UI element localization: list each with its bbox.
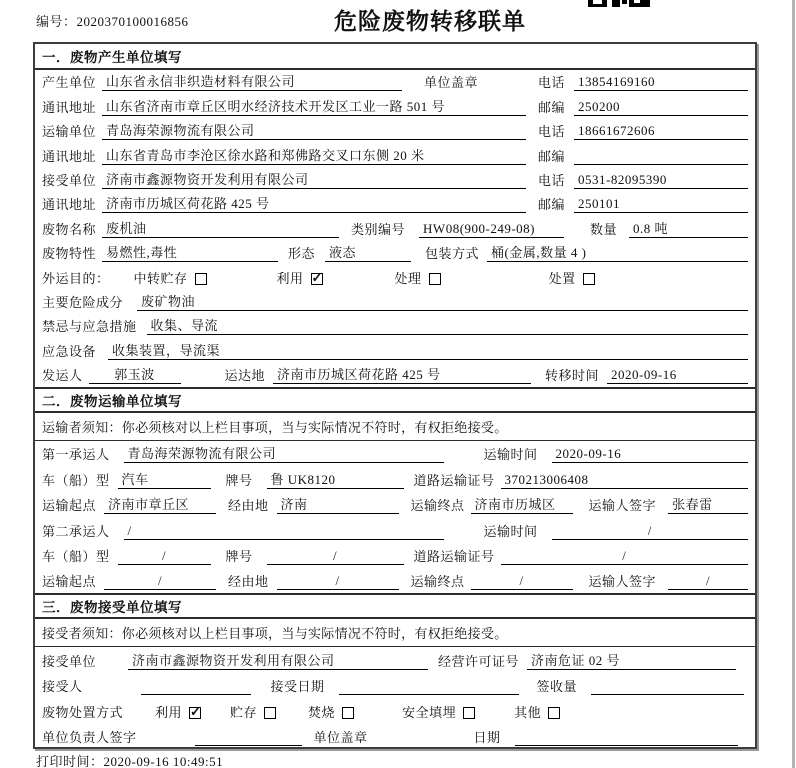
section3-header: 三．废物接受单位填写: [35, 593, 755, 619]
main-hazard-label: 主要危险成分: [42, 294, 124, 310]
purpose-option-utilize: [277, 271, 323, 287]
disposal-option-storage: [230, 705, 276, 721]
section2-header: 二．废物运输单位填写: [35, 387, 755, 413]
responsible-signature-row: [35, 724, 755, 749]
serial-value: 2020370100016856: [76, 14, 189, 29]
transport-origin-label: 运输起点: [42, 574, 97, 590]
road-permit-label: 道路运输证号: [413, 549, 495, 565]
address-field: 济南市历城区荷花路 425 号: [102, 196, 526, 213]
transport-time-field: /: [552, 523, 748, 540]
unit-seal-label: 单位盖章: [424, 75, 479, 91]
quantity-label: 数量: [590, 221, 618, 237]
packing-label: 包装方式: [425, 246, 480, 262]
accept-date-field: [339, 678, 519, 695]
packing-field: 桶(金属,数量 4 ): [487, 245, 748, 262]
address-field: 山东省青岛市李沧区徐水路和郑佛路交叉口东侧 20 米: [102, 148, 526, 165]
first-carrier-field: 青岛海荣源物流有限公司: [124, 446, 444, 463]
checkbox-label: 中转贮存: [133, 270, 188, 286]
transport-end-field: 济南市历城区: [471, 497, 573, 514]
plate-number-field: 鲁 UK8120: [267, 472, 404, 489]
address-label: 通讯地址: [42, 99, 97, 115]
phone-field: 18661672606: [574, 123, 748, 140]
disposal-method-label: 废物处置方式: [42, 704, 124, 720]
purpose-option-dispose: [549, 271, 595, 287]
main-hazard-field: 废矿物油: [137, 294, 748, 311]
phone-label: 电话: [538, 124, 566, 140]
shipper-label: 发运人: [42, 368, 83, 384]
serial-number: [36, 11, 189, 30]
road-permit-field: 370213006408: [501, 472, 748, 489]
first-carrier-label: 第一承运人: [42, 447, 110, 463]
print-time-value: 2020-09-16 10:49:51: [103, 754, 224, 768]
checkbox-label: 焚烧: [308, 704, 336, 720]
transport-origin-label: 运输起点: [42, 498, 97, 514]
print-time: [36, 751, 223, 768]
acceptor-label: 接受人: [42, 679, 83, 695]
postcode-label: 邮编: [538, 148, 566, 164]
transfer-form: [33, 42, 757, 749]
transport-time-label: 运输时间: [483, 447, 538, 463]
page-edge-line: [792, 0, 795, 768]
checkbox-icon: [311, 273, 323, 285]
address-label: 通讯地址: [42, 197, 97, 213]
checkbox-label: 安全填埋: [402, 704, 457, 720]
emergency-equipment-field: 收集装置，导流渠: [108, 343, 748, 360]
taboo-measures-row: [35, 314, 755, 338]
sign-quantity-label: 签收量: [536, 679, 578, 695]
route2-row: [35, 568, 755, 593]
postcode-label: 邮编: [538, 99, 566, 115]
qr-code-partial-icon: [588, 0, 650, 8]
purpose-option-transfer-storage: [134, 271, 207, 287]
second-carrier-label: 第二承运人: [42, 523, 110, 539]
disposal-method-row: [35, 698, 755, 723]
receive-unit-field: 济南市鑫源物资开发利用有限公司: [128, 653, 428, 670]
transporter-address-row: [35, 143, 755, 167]
plate-number-field: /: [267, 548, 404, 565]
postcode-field: [574, 148, 748, 165]
checkbox-icon: [264, 707, 276, 719]
purpose-option-treat: [395, 271, 441, 287]
transporter-notice: 运输者须知：你必须核对以上栏目事项，当与实际情况不符时，有权拒绝接受。: [35, 413, 755, 441]
destination-label: 运达地: [224, 368, 266, 384]
transporter-signature-label: 运输人签字: [588, 498, 657, 514]
receive-unit-row: [35, 168, 755, 192]
waste-traits-field: 易燃性,毒性: [102, 245, 278, 262]
vehicle-row: [35, 466, 755, 491]
vehicle-type-field: 汽车: [118, 472, 211, 489]
disposal-option-other: [514, 705, 560, 721]
phone-field: 13854169160: [574, 74, 748, 91]
transport-end-label: 运输终点: [410, 498, 465, 514]
shipper-field: 郭玉波: [89, 367, 181, 384]
taboo-measures-label: 禁忌与应急措施: [42, 319, 137, 335]
transport-unit-label: 运输单位: [42, 124, 97, 140]
waste-name-field: 废机油: [102, 221, 339, 238]
acceptor-field: [141, 678, 251, 695]
transfer-time-field: 2020-09-16: [607, 367, 748, 384]
address-label: 通讯地址: [42, 148, 97, 164]
transporter-signature-field: /: [668, 573, 748, 590]
checkbox-icon: [548, 707, 560, 719]
producer-unit-row: [35, 70, 755, 94]
via-place-label: 经由地: [228, 574, 269, 590]
unit-seal-label: 单位盖章: [313, 729, 368, 745]
transporter-signature-field: 张春雷: [668, 497, 748, 514]
accept-date-label: 接受日期: [270, 679, 325, 695]
second-carrier-row: [35, 517, 755, 542]
acceptor-row: [35, 673, 755, 698]
transport-time-field: 2020-09-16: [552, 446, 748, 463]
via-place-field: /: [277, 573, 399, 590]
receiver-notice: 接受者须知：你必须核对以上栏目事项，当与实际情况不符时，有权拒绝接受。: [35, 619, 755, 647]
producer-unit-field: 山东省永信非织造材料有限公司: [102, 74, 402, 91]
checkbox-icon: [463, 707, 475, 719]
date-field: [515, 729, 738, 746]
responsible-signature-field: [195, 729, 302, 746]
taboo-measures-field: 收集、导流: [147, 318, 748, 335]
postcode-field: 250101: [574, 196, 748, 213]
waste-traits-row: [35, 241, 755, 265]
vehicle-type-label: 车（船）型: [42, 549, 110, 565]
second-carrier-field: /: [124, 523, 444, 540]
transport-unit-row: [35, 119, 755, 143]
address-field: 山东省济南市章丘区明水经济技术开发区工业一路 501 号: [102, 99, 526, 116]
sign-quantity-field: [591, 678, 744, 695]
date-label: 日期: [473, 729, 501, 745]
physical-form-label: 形态: [288, 246, 316, 262]
receive-unit-label: 接受单位: [42, 172, 97, 188]
main-hazard-row: [35, 290, 755, 314]
transport-unit-field: 青岛海荣源物流有限公司: [102, 123, 526, 140]
checkbox-icon: [342, 707, 354, 719]
producer-unit-label: 产生单位: [42, 75, 97, 91]
via-place-field: 济南: [277, 497, 399, 514]
shipper-row: [35, 363, 755, 387]
serial-label: 编号：: [36, 14, 77, 29]
receive-unit-label: 接受单位: [42, 653, 97, 669]
outbound-purpose-row: [35, 265, 755, 289]
receive-unit-row2: [35, 647, 755, 672]
waste-traits-label: 废物特性: [42, 246, 97, 262]
transport-origin-field: 济南市章丘区: [104, 497, 216, 514]
route-row: [35, 492, 755, 517]
destination-field: 济南市历城区荷花路 425 号: [273, 367, 531, 384]
vehicle-type-field: /: [118, 548, 211, 565]
postcode-field: 250200: [574, 99, 748, 116]
transport-time-label: 运输时间: [483, 523, 538, 539]
quantity-field: 0.8 吨: [629, 221, 748, 238]
receive-unit-field: 济南市鑫源物资开发利用有限公司: [102, 172, 526, 189]
vehicle-type-label: 车（船）型: [42, 472, 110, 488]
checkbox-label: 贮存: [230, 704, 258, 720]
disposal-option-incinerate: [308, 705, 354, 721]
checkbox-icon: [195, 273, 207, 285]
transport-end-label: 运输终点: [410, 574, 465, 590]
road-permit-field: /: [501, 548, 748, 565]
category-code-label: 类别编号: [351, 221, 406, 237]
postcode-label: 邮编: [538, 197, 566, 213]
responsible-signature-label: 单位负责人签字: [42, 729, 137, 745]
vehicle2-row: [35, 543, 755, 568]
producer-address-row: [35, 94, 755, 118]
checkbox-icon: [189, 707, 201, 719]
section1-header: 一．废物产生单位填写: [35, 44, 755, 70]
road-permit-label: 道路运输证号: [413, 472, 495, 488]
category-code-field: HW08(900-249-08): [419, 221, 564, 238]
checkbox-label: 其他: [514, 704, 542, 720]
transfer-time-label: 转移时间: [545, 368, 600, 384]
emergency-equipment-row: [35, 338, 755, 362]
waste-name-label: 废物名称: [42, 221, 97, 237]
plate-number-label: 牌号: [225, 472, 253, 488]
receiver-address-row: [35, 192, 755, 216]
checkbox-icon: [429, 273, 441, 285]
plate-number-label: 牌号: [225, 549, 253, 565]
checkbox-label: 利用: [155, 704, 183, 720]
first-carrier-row: [35, 441, 755, 466]
license-number-label: 经营许可证号: [438, 653, 520, 669]
via-place-label: 经由地: [228, 498, 269, 514]
phone-label: 电话: [538, 172, 566, 188]
transport-end-field: /: [471, 573, 573, 590]
page-title: 危险废物转移联单: [334, 9, 526, 34]
print-time-label: 打印时间：: [36, 754, 104, 768]
disposal-option-landfill: [402, 705, 475, 721]
phone-label: 电话: [538, 75, 566, 91]
license-number-field: 济南危证 02 号: [527, 653, 736, 670]
transport-origin-field: /: [104, 573, 216, 590]
waste-name-row: [35, 216, 755, 240]
checkbox-label: 利用: [276, 270, 304, 286]
physical-form-field: 液态: [325, 245, 411, 262]
checkbox-label: 处置: [548, 270, 576, 286]
outbound-purpose-label: 外运目的：: [42, 270, 110, 286]
phone-field: 0531-82095390: [574, 172, 748, 189]
checkbox-icon: [583, 273, 595, 285]
transporter-signature-label: 运输人签字: [588, 574, 657, 590]
checkbox-label: 处理: [394, 270, 422, 286]
emergency-equipment-label: 应急设备: [42, 343, 97, 359]
disposal-option-utilize: [155, 705, 201, 721]
